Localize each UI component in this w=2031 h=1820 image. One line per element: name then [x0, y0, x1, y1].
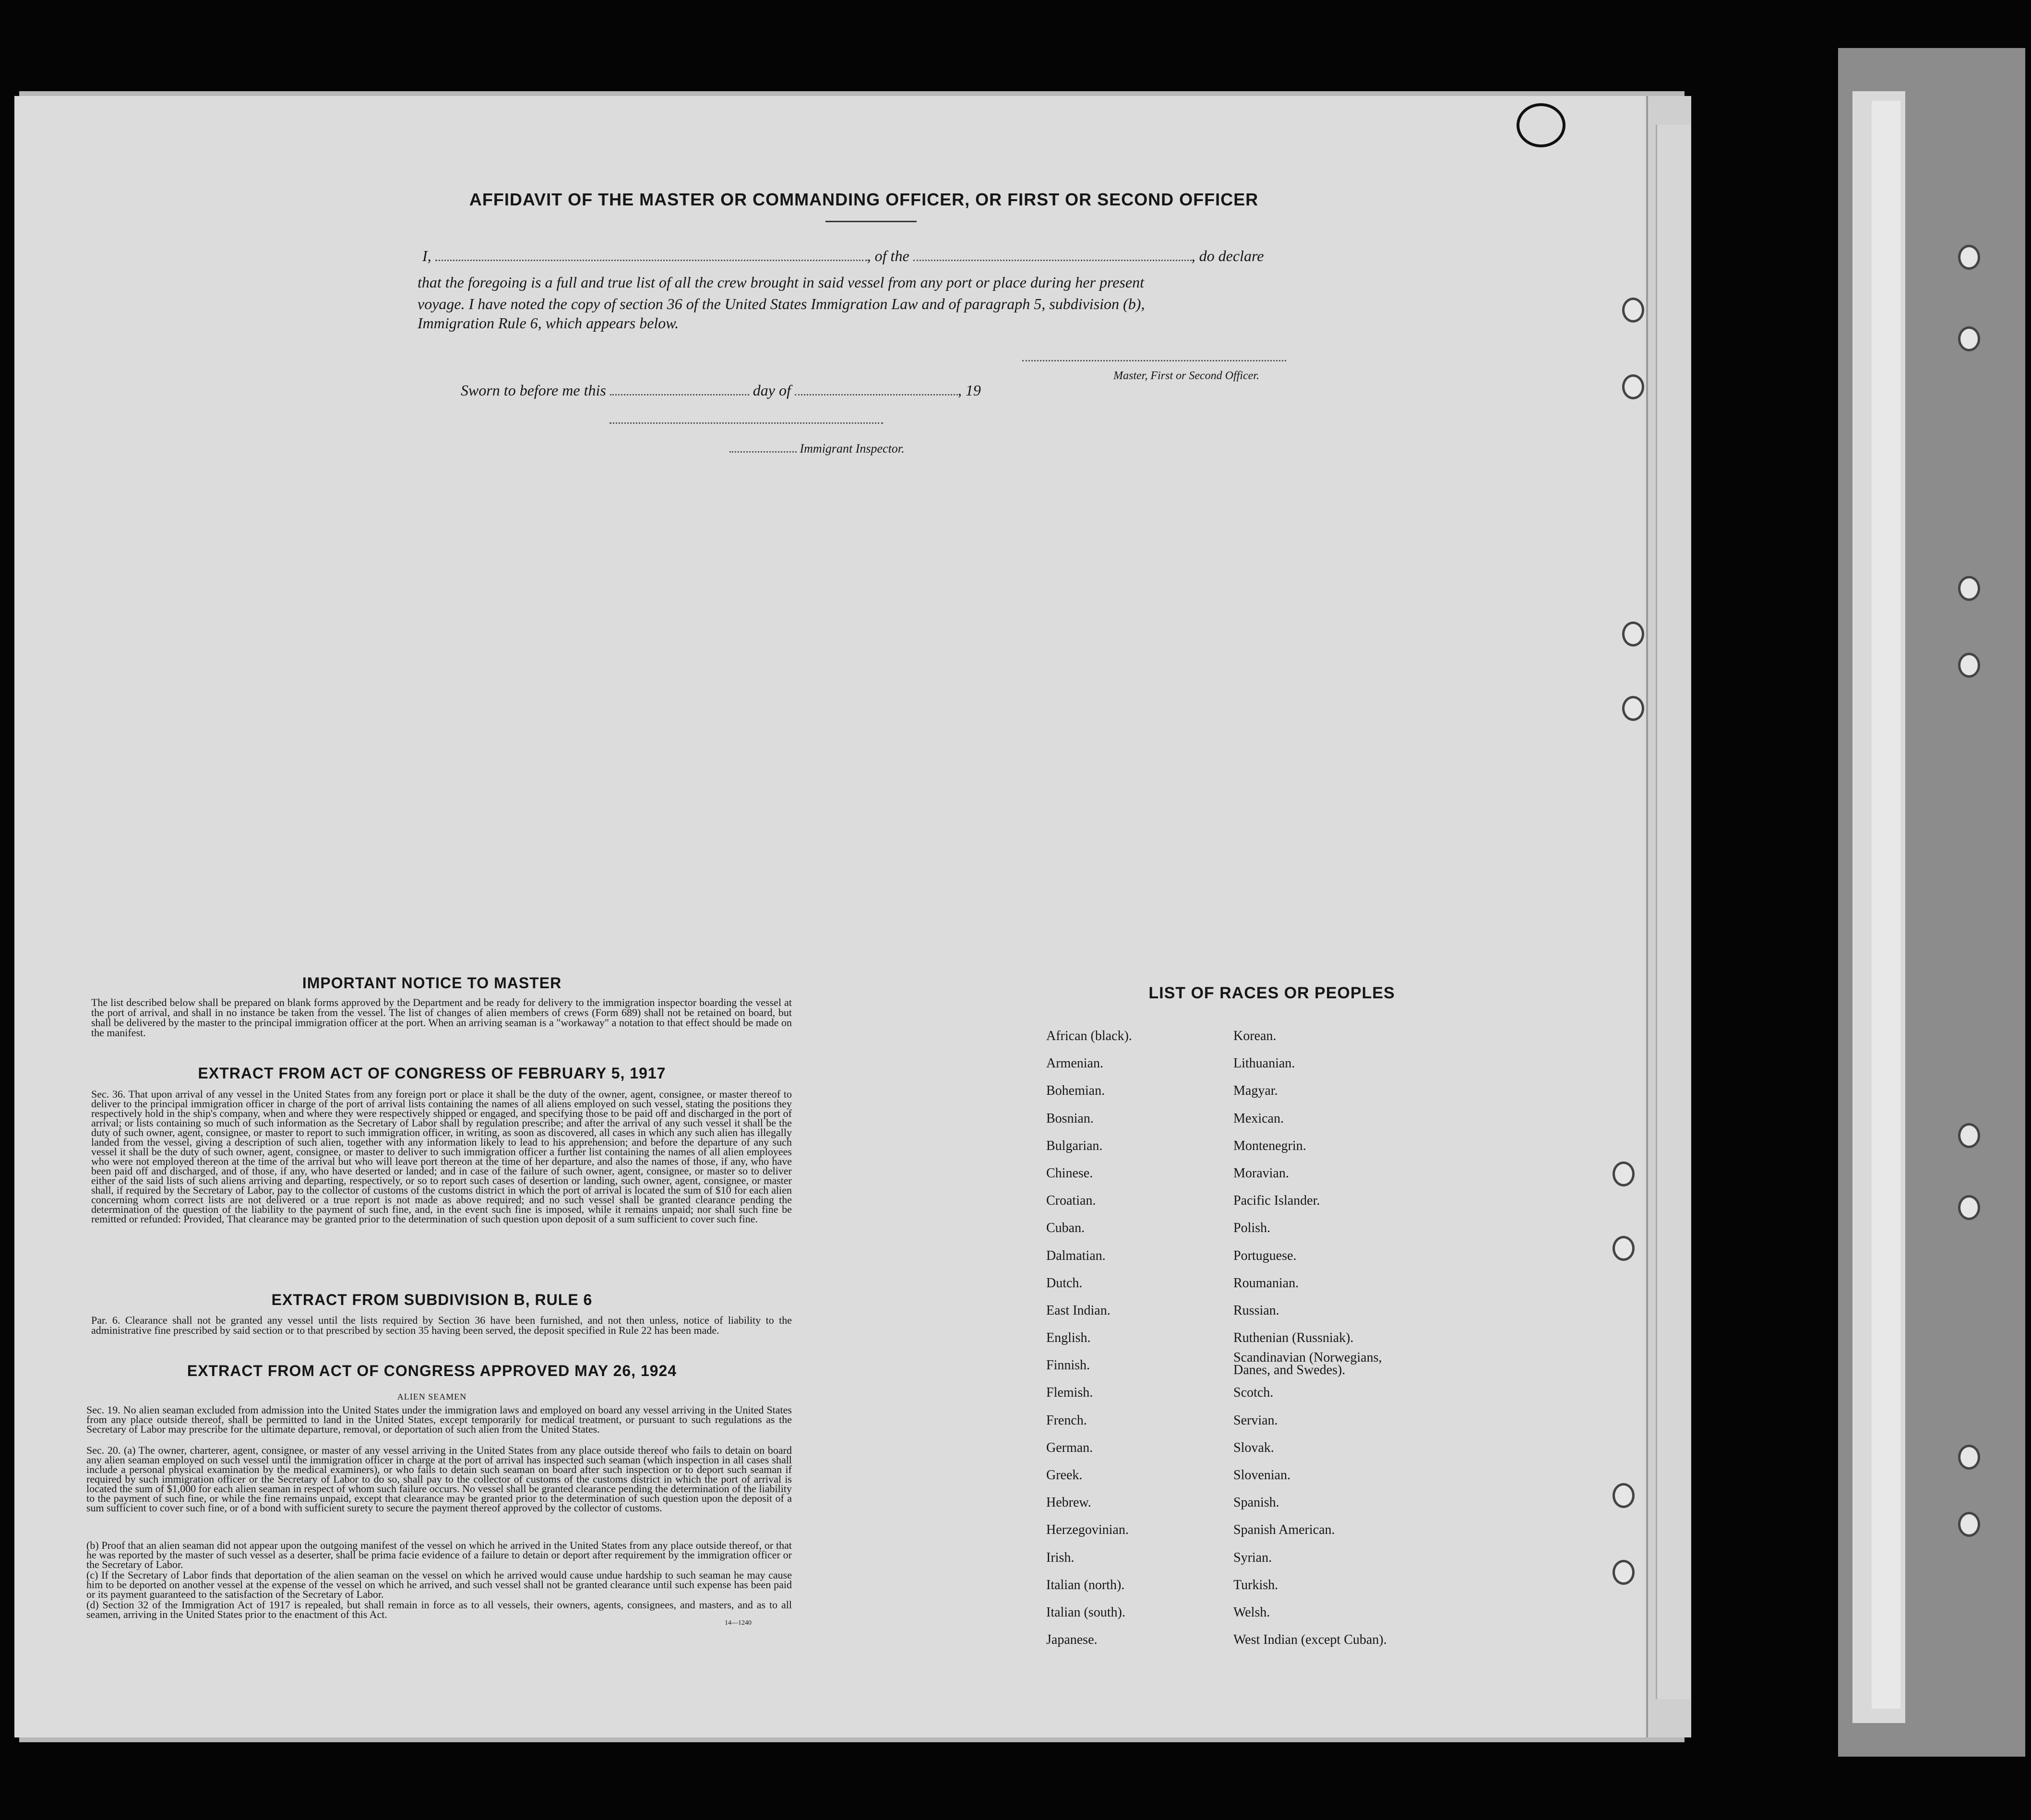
binder-paper-edge-inner — [1872, 101, 1900, 1709]
race-item: Chinese. — [1046, 1165, 1093, 1181]
punch-hole — [1958, 576, 1980, 601]
race-item: Mexican. — [1233, 1111, 1284, 1126]
race-item: Bulgarian. — [1046, 1138, 1103, 1153]
day-of-text: day of — [753, 382, 791, 399]
race-item: Spanish. — [1233, 1495, 1279, 1510]
race-item: Portuguese. — [1233, 1248, 1297, 1263]
punch-hole — [1958, 245, 1980, 270]
race-item: Hebrew. — [1046, 1495, 1091, 1510]
affidavit-line3: voyage. I have noted the copy of section 36 of the United States Immigration Law and of paragraph 5, subdivision (b), — [418, 295, 1145, 312]
day-blank — [610, 394, 749, 395]
affidavit-line1 — [422, 247, 1334, 265]
race-item: Italian (south). — [1046, 1604, 1125, 1620]
punch-hole — [1958, 1123, 1980, 1148]
race-item: Italian (north). — [1046, 1577, 1125, 1592]
race-item: Armenian. — [1046, 1056, 1103, 1071]
extract-1924-sec20c: (c) If the Secretary of Labor finds that deportation of the alien seaman on the vessel on which he arrived would cause undue hardship to such seaman he may cause him to be deported on another vessel at the expense of the vessel on which he arrived, and such vessel shall not be granted clearance until such expense has been paid or its payment guaranteed to the satisfaction of the Secretary of Labor. — [86, 1569, 792, 1600]
name-blank — [435, 260, 867, 261]
punch-hole — [1622, 622, 1644, 647]
year-text: , 19 — [957, 382, 981, 399]
extract-1924-sec20a: Sec. 20. (a) The owner, charterer, agent, consignee, or master of any vessel arriving in the United States from any place outside thereof who fails to detain on board any alien seaman employed on such vessel until the immigration officer in charge at the port of arrival has inspected such seaman (which inspection in all cases shall include a personal physical examination by the medical examiners), or who fails to detain such seaman on board after such inspection or to deport such seaman if required by such immigration officer or the Secretary of Labor to do so, shall pay to the collector of customs of the customs district in which the port of arrival is located the sum of $1,000 for each alien seaman in respect of whom such failure occurs. No vessel shall be granted clearance pending the determination of the liability to the payment of such fine, or while the fine remains unpaid, except that clearance may be granted prior to the determination of such question upon the deposit of a sum sufficient to cover such fine, or of a bond with sufficient surety to secure the payment thereof approved by the collector of customs. — [86, 1444, 792, 1514]
inspector-label-text: Immigrant Inspector. — [800, 442, 905, 455]
race-item: Ruthenian (Russniak). — [1233, 1330, 1354, 1346]
race-item: Bohemian. — [1046, 1083, 1105, 1099]
form-number: 14—1240 — [725, 1619, 752, 1627]
race-item: Moravian. — [1233, 1165, 1289, 1181]
race-item: Scandinavian (Norwegians, Danes, and Swedes). — [1233, 1350, 1382, 1378]
punch-hole — [1613, 1483, 1635, 1508]
race-item: Japanese. — [1046, 1632, 1098, 1648]
punch-hole — [1613, 1560, 1635, 1585]
punch-hole — [1958, 1512, 1980, 1537]
punch-hole — [1958, 653, 1980, 678]
extract-1917-text: Sec. 36. That upon arrival of any vessel in the United States from any foreign port or place it shall be the duty of the owner, agent, consignee, or master thereof to deliver to the principal immigration officer in charge of the port of arrival lists containing the names of all aliens employed on such vessel, stating the positions they respectively hold in the ship's company, when and where they were respectively shipped or engaged, and specifying those to be paid off and discharged in the port of arrival; or lists containing so much of such information as the Secretary of Labor shall by regulation prescribe; and after the arrival of any such vessel it shall be the duty of such owner, agent, consignee, or master to report to such immigration officer, in writing, as soon as discovered, all cases in which any such alien has illegally landed from the vessel, giving a description of such alien, together with any information likely to lead to his apprehension; and before the departure of any such vessel it shall be the duty of such owner, agent, consignee, or master to deliver to such immigration officer a further list containing the names of all alien employees who were not employed thereon at the time of the arrival but who will leave port thereon at the time of her departure, and also the names of those, if any, who have been paid off and discharged, and of those, if any, who have deserted or landed; and in case of the failure of such owner, agent, consignee, or master so to deliver either of the said lists of such aliens arriving and departing, respectively, or so to report such cases of desertion or landing, such owner, agent, consignee, or master shall, if required by the Secretary of Labor, pay to the collector of customs of the customs district in which the port of arrival is located the sum of $10 for each alien concerning whom correct lists are not delivered or a true report is not made as above required; and no such vessel shall be granted clearance pending the determination of the question of the liability to the payment of such fine, and, in the event such fine is imposed, while it remains unpaid; nor shall such fine be remitted or refunded: Provided, That clearance may be granted prior to the determination of such question upon deposit of a sum sufficient to cover such fine. — [91, 1088, 792, 1225]
sheet-edge-inner — [1656, 125, 1691, 1699]
affidavit-line4: Immigration Rule 6, which appears below. — [418, 314, 679, 332]
race-item: Syrian. — [1233, 1550, 1272, 1565]
race-item: English. — [1046, 1330, 1091, 1346]
title-rule — [825, 221, 917, 222]
race-item: Dalmatian. — [1046, 1248, 1106, 1263]
race-item: Dutch. — [1046, 1275, 1083, 1291]
extract-1917-title: EXTRACT FROM ACT OF CONGRESS OF FEBRUARY 5, 1917 — [198, 1065, 666, 1082]
punch-hole — [1958, 326, 1980, 351]
race-item: Montenegrin. — [1233, 1138, 1306, 1153]
races-title: LIST OF RACES OR PEOPLES — [1148, 984, 1395, 1002]
punch-hole — [1622, 374, 1644, 399]
race-item: Roumanian. — [1233, 1275, 1299, 1291]
race-item: German. — [1046, 1440, 1093, 1455]
race-item: French. — [1046, 1413, 1087, 1428]
punch-hole — [1958, 1445, 1980, 1470]
inspector-blank — [729, 451, 797, 453]
master-signature-line — [1022, 360, 1286, 361]
punch-hole — [1613, 1236, 1635, 1261]
race-item: Russian. — [1233, 1303, 1279, 1318]
affidavit-line2: that the foregoing is a full and true list of all the crew brought in said vessel from any port or place during her present — [418, 274, 1144, 291]
races-right-column — [1233, 1022, 1387, 1653]
vessel-blank — [913, 260, 1192, 261]
extract-1924-title: EXTRACT FROM ACT OF CONGRESS APPROVED MAY 26, 1924 — [187, 1362, 677, 1379]
affidavit-title: AFFIDAVIT OF THE MASTER OR COMMANDING OFFICER, OR FIRST OR SECOND OFFICER — [469, 190, 1259, 209]
punch-hole — [1613, 1161, 1635, 1186]
extract-rule6-title: EXTRACT FROM SUBDIVISION B, RULE 6 — [271, 1291, 593, 1308]
race-item: Slovak. — [1233, 1440, 1274, 1455]
extract-rule6-text: Par. 6. Clearance shall not be granted any vessel until the lists required by Section 36 have been furnished, and not then unless, notice of liability to the administrative fine prescribed by said section or to that prescribed by section 35 having been served, the deposit specified in Rule 22 has been made. — [91, 1314, 792, 1336]
race-item: Croatian. — [1046, 1193, 1096, 1209]
race-item: Finnish. — [1046, 1358, 1090, 1373]
notice-title: IMPORTANT NOTICE TO MASTER — [302, 974, 562, 992]
race-item: Irish. — [1046, 1550, 1075, 1565]
race-item: Bosnian. — [1046, 1111, 1094, 1126]
race-item: West Indian (except Cuban). — [1233, 1632, 1387, 1648]
inspector-signature-line — [609, 422, 883, 424]
extract-1924-sec20b: (b) Proof that an alien seaman did not appear upon the outgoing manifest of the vessel on which he arrived in the United States from any place outside thereof, or that he was reported by the master of such vessel as a deserter, shall be prima facie evidence of a failure to detain or deport after requirement by the immigration officer or the Secretary of Labor. — [86, 1539, 792, 1570]
affidavit-of-the: , of the — [867, 247, 909, 264]
races-left-column — [1046, 1022, 1132, 1653]
race-item: Welsh. — [1233, 1604, 1270, 1620]
race-item: Spanish American. — [1233, 1522, 1335, 1538]
race-item: Polish. — [1233, 1221, 1271, 1236]
race-item: Slovenian. — [1233, 1468, 1290, 1483]
race-item: African (black). — [1046, 1029, 1132, 1043]
extract-1924-sec19: Sec. 19. No alien seaman excluded from admission into the United States under the immigration laws and employed on board any vessel arriving in the United States from any place outside thereof, shall be permitted to land in the United States, except temporarily for medical treatment, or pursuant to such regulations as the Secretary of Labor may prescribe for the ultimate departure, removal, or deportation of such alien from the United States. — [86, 1404, 792, 1435]
affidavit-i: I, — [422, 247, 431, 264]
race-item: Magyar. — [1233, 1083, 1278, 1099]
race-item: East Indian. — [1046, 1303, 1111, 1318]
race-item: Pacific Islander. — [1233, 1193, 1320, 1209]
race-item: Korean. — [1233, 1029, 1277, 1043]
punch-hole — [1622, 696, 1644, 721]
punch-hole — [1622, 298, 1644, 323]
notice-text: The list described below shall be prepared on blank forms approved by the Department and be ready for delivery to the immigration inspector boarding the vessel at the port of arrival, and shall in no instance be taken from the vessel. The list of changes of alien members of crews (Form 689) shall not be retained on board, but shall be delivered by the master to the principal immigration officer at the port. When an arriving seaman is a "workaway" a notation to that effect should be made on the manifest. — [91, 996, 792, 1039]
affidavit-do-declare: , do declare — [1191, 247, 1264, 264]
race-item: Greek. — [1046, 1468, 1083, 1483]
race-item: Cuban. — [1046, 1221, 1085, 1236]
race-item: Servian. — [1233, 1413, 1278, 1428]
master-signature-label: Master, First or Second Officer. — [1113, 370, 1259, 382]
sworn-text: Sworn to before me this — [461, 382, 606, 399]
page-number-circle — [1517, 103, 1565, 147]
month-blank — [795, 394, 958, 395]
alien-seamen-subtitle: ALIEN SEAMEN — [397, 1392, 467, 1401]
race-item: Scotch. — [1233, 1385, 1274, 1401]
punch-hole — [1958, 1195, 1980, 1220]
race-item: Lithuanian. — [1233, 1056, 1295, 1071]
inspector-signature-label — [729, 442, 905, 456]
race-item: Herzegovinian. — [1046, 1522, 1129, 1538]
sworn-line — [461, 382, 981, 399]
extract-1924-sec20d: (d) Section 32 of the Immigration Act of 1917 is repealed, but shall remain in force as to all vessels, their owners, agents, consignees, and masters, and as to all seamen, arriving in the United States prior to the enactment of this Act. — [86, 1599, 792, 1620]
race-item: Turkish. — [1233, 1577, 1278, 1592]
race-item: Flemish. — [1046, 1385, 1093, 1401]
